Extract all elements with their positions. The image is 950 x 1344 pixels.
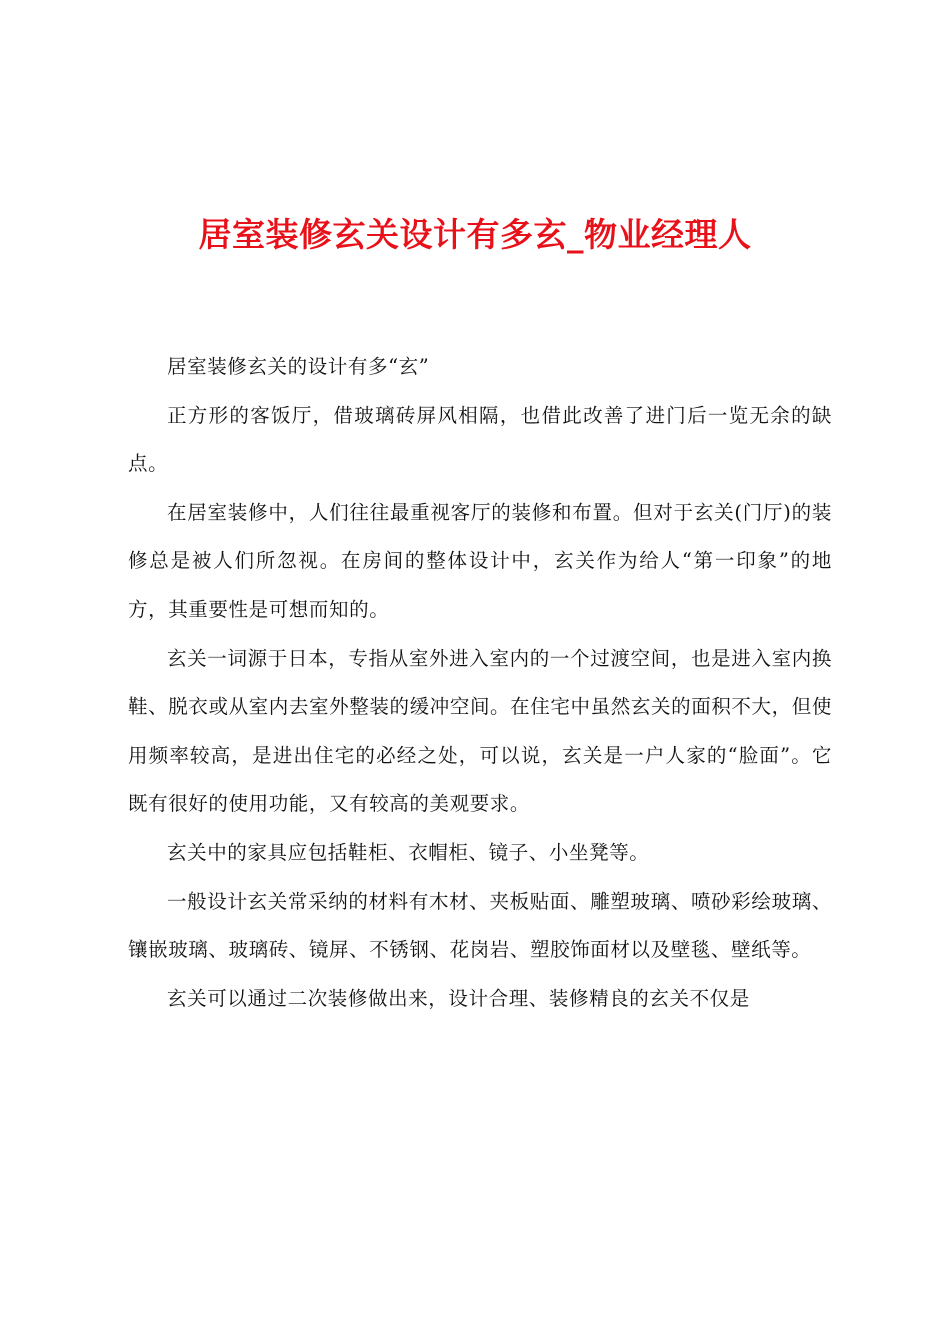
paragraph-1: 居室装修玄关的设计有多“玄” xyxy=(167,355,430,378)
paragraph-7: 玄关可以通过二次装修做出来，设计合理、装修精良的玄关不仅是 xyxy=(167,986,750,1010)
document-body xyxy=(128,343,832,1023)
page-title: 居室装修玄关设计有多玄_物业经理人 xyxy=(198,215,752,254)
paragraph-6: 一般设计玄关常采纳的材料有木材、夹板贴面、雕塑玻璃、喷砂彩绘玻璃、镶嵌玻璃、玻璃砖、镜屏、不锈钢、花岗岩、塑胶饰面材以及壁毯、壁纸等。 xyxy=(128,889,832,962)
paragraph-5: 玄关中的家具应包括鞋柜、衣帽柜、镜子、小坐凳等。 xyxy=(167,840,650,864)
paragraph-3: 在居室装修中，人们往往最重视客厅的装修和布置。但对于玄关(门厅)的装修总是被人们所忽视。在房间的整体设计中，玄关作为给人“第一印象”的地方，其重要性是可想而知的。 xyxy=(128,500,832,621)
paragraph-4: 玄关一词源于日本，专指从室外进入室内的一个过渡空间，也是进入室内换鞋、脱衣或从室内去室外整装的缓冲空间。在住宅中虽然玄关的面积不大，但使用频率较高，是进出住宅的必经之处，可以说，玄关是一户人家的“脸面”。它既有很好的使用功能，又有较高的美观要求。 xyxy=(128,646,832,816)
paragraph-2: 正方形的客饭厅，借玻璃砖屏风相隔，也借此改善了进门后一览无余的缺点。 xyxy=(128,403,832,476)
